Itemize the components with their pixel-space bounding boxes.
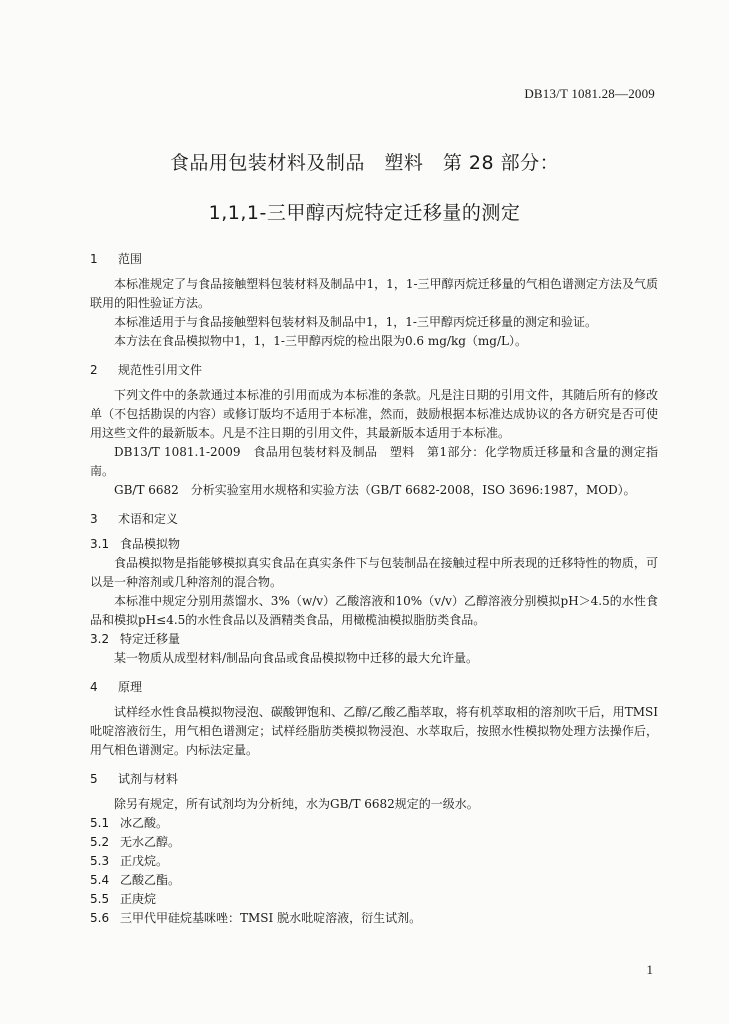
paragraph: DB13/T 1081.1-2009 食品用包装材料及制品 塑料 第1部分：化学物质迁移量和含量的测定指南。 xyxy=(90,445,658,478)
list-item xyxy=(90,833,658,852)
paragraph: 除另有规定，所有试剂均为分析纯，水为GB/T 6682规定的一级水。 xyxy=(114,797,479,811)
subsection-number: 3.1 xyxy=(90,537,110,551)
item-number: 5.6 xyxy=(90,911,110,925)
paragraph: 下列文件中的条款通过本标准的引用而成为本标准的条款。凡是注日期的引用文件，其随后所有的修改单（不包括勘误的内容）或修订版均不适用于本标准，然而，鼓励根据本标准达成协议的各方研究是否可使用这些文件的最新版本。凡是不注日期的引用文件，其最新版本适用于本标准。 xyxy=(90,388,658,440)
item-number: 5.4 xyxy=(90,873,110,887)
section-heading-scope xyxy=(90,250,658,269)
subsection-title: 食品模拟物 xyxy=(120,537,181,551)
section-heading-normative-references xyxy=(90,361,658,380)
item-number: 5.2 xyxy=(90,835,110,849)
item-text: 冰乙酸。 xyxy=(120,816,169,830)
item-text: 无水乙醇。 xyxy=(120,835,181,849)
paragraph: 试样经水性食品模拟物浸泡、碳酸钾饱和、乙醇/乙酸乙酯萃取，将有机萃取相的溶剂吹干后，用TMSI吡啶溶液衍生，用气相色谱测定；试样经脂肪类模拟物浸泡、水萃取后，按照水性模拟物处理方法操作后，用气相色谱测定。内标法定量。 xyxy=(90,705,658,757)
section-number: 3 xyxy=(90,512,98,526)
document-body xyxy=(90,250,658,928)
section-heading-reagents xyxy=(90,770,658,789)
list-item xyxy=(90,814,658,833)
item-number: 5.1 xyxy=(90,816,110,830)
subsection-number: 3.2 xyxy=(90,632,110,646)
document-title-line2: 1,1,1-三甲醇丙烷特定迁移量的测定 xyxy=(208,202,521,224)
list-item xyxy=(90,890,658,909)
item-text: 正戊烷。 xyxy=(120,854,169,868)
paragraph: GB/T 6682 分析实验室用水规格和实验方法（GB/T 6682-2008，ISO 3696:1987，MOD）。 xyxy=(114,483,636,497)
section-title: 试剂与材料 xyxy=(118,772,179,786)
subsection-heading-specific-migration xyxy=(90,630,658,649)
subsection-title: 特定迁移量 xyxy=(120,632,181,646)
item-text: 三甲代甲硅烷基咪唑：TMSI 脱水吡啶溶液，衍生试剂。 xyxy=(120,911,422,925)
paragraph: 本标准规定了与食品接触塑料包装材料及制品中1，1，1-三甲醇丙烷迁移量的气相色谱测定方法及气质联用的阳性验证方法。 xyxy=(90,277,658,310)
section-number: 1 xyxy=(90,252,98,266)
list-item xyxy=(90,852,658,871)
paragraph: 某一物质从成型材料/制品向食品或食品模拟物中迁移的最大允许量。 xyxy=(114,651,479,665)
subsection-heading-food-simulant xyxy=(90,535,658,554)
list-item xyxy=(90,909,658,928)
section-title: 原理 xyxy=(118,680,143,694)
section-title: 范围 xyxy=(118,252,143,266)
paragraph: 本标准适用于与食品接触塑料包装材料及制品中1，1，1-三甲醇丙烷迁移量的测定和验证。 xyxy=(114,315,597,329)
paragraph: 食品模拟物是指能够模拟真实食品在真实条件下与包装制品在接触过程中所表现的迁移特性的物质，可以是一种溶剂或几种溶剂的混合物。 xyxy=(90,556,658,589)
item-text: 乙酸乙酯。 xyxy=(120,873,181,887)
section-number: 5 xyxy=(90,772,98,786)
document-code: DB13/T 1081.28—2009 xyxy=(524,86,655,101)
section-title: 术语和定义 xyxy=(118,512,179,526)
item-text: 正庚烷 xyxy=(120,892,157,906)
section-title: 规范性引用文件 xyxy=(118,363,203,377)
item-number: 5.3 xyxy=(90,854,110,868)
section-heading-terms xyxy=(90,510,658,529)
list-item xyxy=(90,871,658,890)
section-number: 4 xyxy=(90,680,98,694)
paragraph: 本标准中规定分别用蒸馏水、3%（w/v）乙酸溶液和10%（v/v）乙醇溶液分别模拟pH＞4.5的水性食品和模拟pH≤4.5的水性食品以及酒精类食品，用橄榄油模拟脂肪类食品。 xyxy=(90,594,658,627)
item-number: 5.5 xyxy=(90,892,110,906)
section-number: 2 xyxy=(90,363,98,377)
page-number: 1 xyxy=(646,962,653,977)
paragraph: 本方法在食品模拟物中1，1，1-三甲醇丙烷的检出限为0.6 mg/kg（mg/L）。 xyxy=(114,334,527,348)
section-heading-principle xyxy=(90,678,658,697)
document-title-line1: 食品用包装材料及制品 塑料 第 28 部分： xyxy=(169,152,560,174)
